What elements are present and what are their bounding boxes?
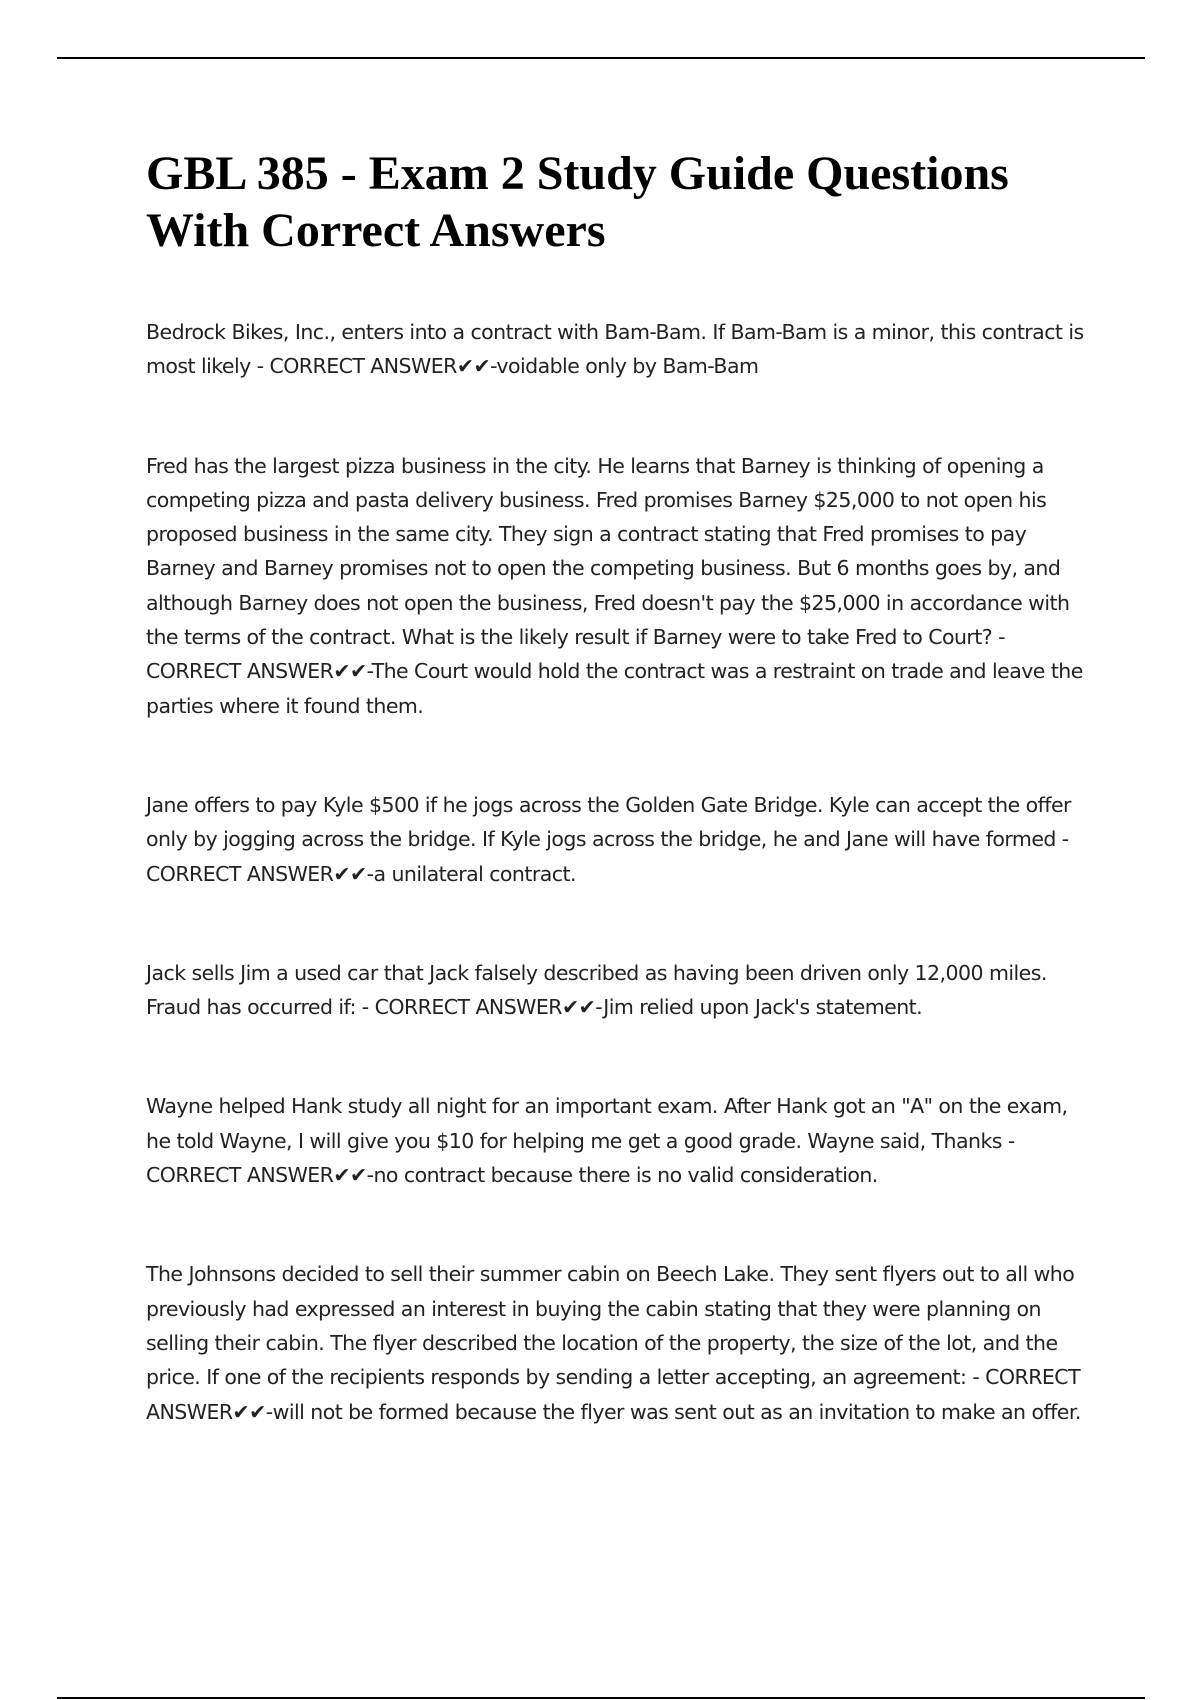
question-text: Wayne helped Hank study all night for an important exam. After Hank got an "A" on the exam, he told Wayne, I will give you $10 for helping me get a good grade. Wayne said, Thanks: [146, 1094, 1068, 1153]
answer-marker: - CORRECT ANSWER✔✔-: [355, 995, 604, 1020]
answer-text: The Court would hold the contract was a restraint on trade and leave the parties where it found them.: [146, 659, 1083, 718]
answer-text: a unilateral contract.: [373, 861, 576, 886]
answer-marker: - CORRECT ANSWER✔✔-: [146, 827, 1069, 886]
answer-text: no contract because there is no valid consideration.: [373, 1163, 878, 1188]
answer-marker: - CORRECT ANSWER✔✔-: [250, 354, 497, 379]
top-divider: [57, 57, 1145, 59]
question-text: Jane offers to pay Kyle $500 if he jogs across the Golden Gate Bridge. Kyle can accept the offer only by jogging across the bridge. If Kyle jogs across the bridge, he and Jane will have formed: [146, 792, 1071, 852]
answer-text: will not be formed because the flyer was sent out as an invitation to make an offer.: [272, 1399, 1081, 1424]
document-body: [146, 145, 1092, 1494]
answer-text: Jim relied upon Jack's statement.: [603, 995, 923, 1020]
qa-item-2: [146, 449, 1092, 723]
question-text: Bedrock Bikes, Inc., enters into a contract with Bam-Bam. If Bam-Bam is a minor, this contract is most likely: [146, 320, 1084, 379]
qa-item-6: [146, 1257, 1092, 1428]
qa-item-1: [146, 315, 1092, 384]
answer-text: voidable only by Bam-Bam: [496, 354, 759, 379]
answer-marker: - CORRECT ANSWER✔✔-: [146, 1128, 1015, 1188]
document-title: GBL 385 - Exam 2 Study Guide Questions With Correct Answers: [146, 147, 1009, 257]
qa-item-3: [146, 788, 1092, 891]
qa-item-5: [146, 1089, 1092, 1192]
qa-list: [146, 315, 1092, 1429]
qa-item-4: [146, 956, 1092, 1025]
answer-marker: - CORRECT ANSWER✔✔-: [146, 1365, 1081, 1424]
bottom-divider: [57, 1697, 1145, 1699]
question-text: Fred has the largest pizza business in the city. He learns that Barney is thinking of opening a competing pizza and pasta delivery business. Fred promises Barney $25,000 to not open his proposed business in the same city. They sign a contract stating that Fred promises to pay Barney and Barney promises not to open the competing business. But 6 months goes by, and although Barney does not open the business, Fred doesn't pay the $25,000 in accordance with the terms of the contract. What is the likely result if Barney were to take Fred to Court?: [146, 453, 1070, 650]
question-text: The Johnsons decided to sell their summer cabin on Beech Lake. They sent flyers out to all who previously had expressed an interest in buying the cabin stating that they were planning on selling their cabin. The flyer described the location of the property, the size of the lot, and the price. If one of the recipients responds by sending a letter accepting, an agreement:: [146, 1262, 1075, 1390]
answer-marker: - CORRECT ANSWER✔✔-: [146, 625, 1005, 684]
question-text: Jack sells Jim a used car that Jack falsely described as having been driven only 12,000 miles. Fraud has occurred if:: [146, 960, 1047, 1020]
